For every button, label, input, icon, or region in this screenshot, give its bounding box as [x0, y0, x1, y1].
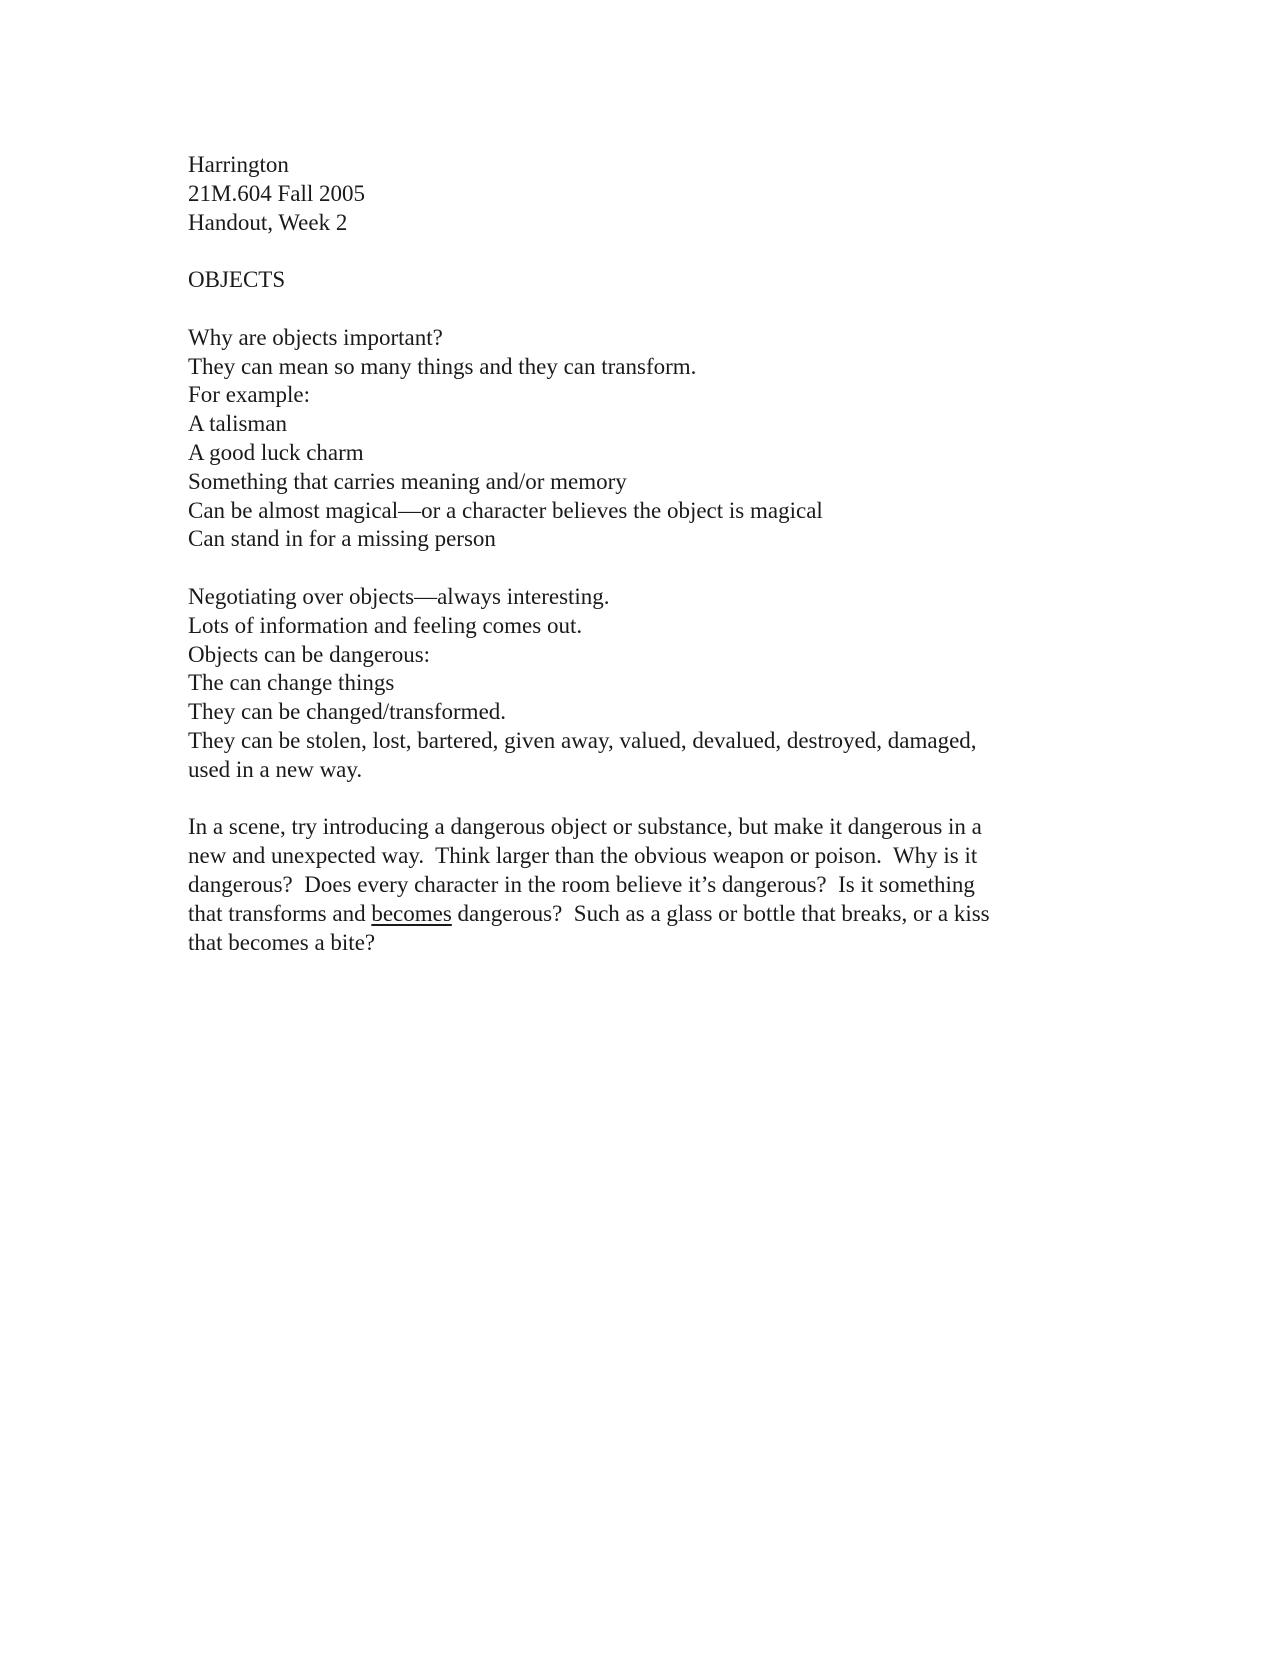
negotiation-line: Negotiating over objects—always interesting. [188, 583, 610, 609]
negotiation-line: used in a new way. [188, 756, 363, 782]
exercise-line: that becomes a bite? [188, 929, 376, 955]
spacer [188, 785, 1088, 814]
exercise-text: that transforms and [188, 900, 372, 926]
exercise-line: In a scene, try introducing a dangerous object or substance, but make it dangerous in a [188, 814, 982, 840]
intro-list [188, 324, 1088, 554]
handout-label: Handout, Week 2 [188, 209, 348, 235]
course-label: 21M.604 Fall 2005 [188, 180, 365, 206]
intro-line: They can mean so many things and they can transform. [188, 353, 697, 379]
spacer [188, 554, 1088, 583]
intro-line: Something that carries meaning and/or memory [188, 468, 627, 494]
negotiation-list [188, 583, 1088, 785]
negotiation-line: They can be stolen, lost, bartered, given away, valued, devalued, destroyed, damaged, [188, 727, 977, 753]
handout-body [188, 151, 1088, 957]
intro-line: Can be almost magical—or a character believes the object is magical [188, 497, 823, 523]
section-title: OBJECTS [188, 267, 286, 293]
intro-line: A talisman [188, 411, 288, 437]
intro-line: For example: [188, 382, 310, 408]
intro-line: Why are objects important? [188, 324, 443, 350]
negotiation-line: Lots of information and feeling comes out. [188, 612, 583, 638]
exercise-line: dangerous? Does every character in the room believe it’s dangerous? Is it something [188, 871, 975, 897]
negotiation-line: They can be changed/transformed. [188, 699, 507, 725]
intro-line: Can stand in for a missing person [188, 526, 496, 552]
author-name: Harrington [188, 152, 289, 177]
spacer [188, 237, 1088, 266]
exercise-paragraph [188, 813, 1088, 957]
underlined-word: becomes [371, 900, 452, 926]
exercise-line: new and unexpected way. Think larger than the obvious weapon or poison. Why is it [188, 843, 978, 869]
exercise-line [188, 900, 1088, 929]
exercise-text: dangerous? Such as a glass or bottle that breaks, or a kiss [451, 900, 990, 926]
intro-line: A good luck charm [188, 439, 364, 465]
negotiation-line: The can change things [188, 670, 395, 696]
spacer [188, 295, 1088, 324]
negotiation-line: Objects can be dangerous: [188, 641, 431, 667]
